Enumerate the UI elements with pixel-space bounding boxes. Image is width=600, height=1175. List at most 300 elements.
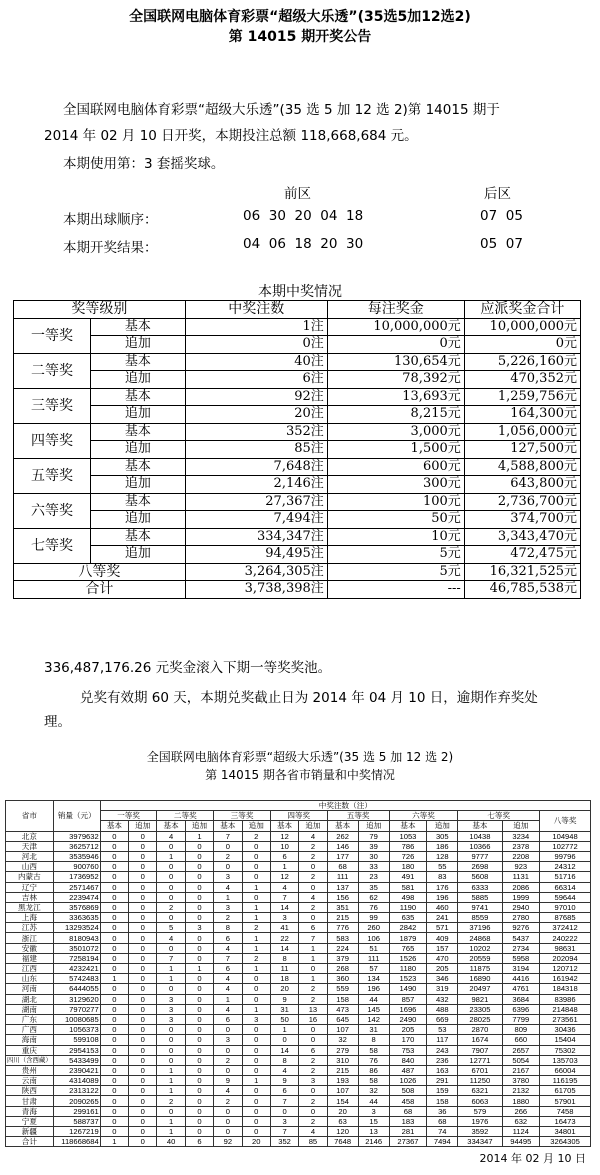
province-win-count: 0 (100, 994, 128, 1004)
province-win-count: 809 (502, 1025, 540, 1035)
prize-subtype: 追加 (91, 511, 186, 529)
province-win-count: 0 (214, 1025, 242, 1035)
province-win-count: 0 (100, 1116, 128, 1126)
province-row (6, 1106, 591, 1116)
province-row (6, 872, 591, 882)
province-win-count: 2 (299, 872, 327, 882)
province-win-count: 6321 (458, 1086, 502, 1096)
province-win-count: 24868 (458, 933, 502, 943)
province-win-count: 1 (299, 974, 327, 984)
prize-level-label: 八等奖 (14, 563, 186, 581)
province-win-count: 923 (502, 862, 540, 872)
province-win-count: 0 (129, 1086, 157, 1096)
province-win-count: 161942 (540, 974, 591, 984)
prize-subtype: 基本 (91, 388, 186, 406)
prize-level-label: 三等奖 (14, 388, 91, 423)
province-sales: 5742483 (53, 974, 100, 984)
province-win-count: 491 (389, 872, 427, 882)
province-name: 海南 (6, 1035, 54, 1045)
prize-subtype: 追加 (91, 406, 186, 424)
province-win-count: 104948 (540, 831, 591, 841)
province-name: 北京 (6, 831, 54, 841)
province-win-count: 36 (427, 1106, 458, 1116)
province-win-count: 0 (129, 1076, 157, 1086)
province-win-count: 37196 (458, 923, 502, 933)
prize-row (14, 476, 581, 494)
province-win-count: 0 (129, 994, 157, 1004)
prize-row (14, 371, 581, 389)
province-win-count: 0 (100, 892, 128, 902)
province-win-count: 0 (242, 1116, 270, 1126)
province-win-count: 3264305 (540, 1137, 591, 1147)
province-win-count: 3 (214, 1035, 242, 1045)
province-win-count: 196 (427, 892, 458, 902)
province-win-count: 76 (358, 902, 389, 912)
prize-count: 7,648注 (185, 458, 327, 476)
prize-per-win: 300元 (327, 476, 464, 494)
draw-result-back: 05 07 (480, 236, 523, 252)
province-win-count: 51716 (540, 872, 591, 882)
province-name: 广东 (6, 1014, 54, 1024)
province-name: 江西 (6, 964, 54, 974)
province-win-count: 3194 (502, 964, 540, 974)
province-row (6, 913, 591, 923)
province-win-count: 0 (129, 872, 157, 882)
province-win-count: 579 (458, 1106, 502, 1116)
province-win-count: 291 (427, 1076, 458, 1086)
province-win-count: 0 (299, 1106, 327, 1116)
province-sales: 10080685 (53, 1014, 100, 1024)
province-row (6, 923, 591, 933)
province-win-count: 0 (157, 841, 185, 851)
province-win-count: 186 (427, 841, 458, 851)
province-win-count: 0 (100, 1106, 128, 1116)
province-win-count: 487 (389, 1065, 427, 1075)
province-win-count: 0 (185, 1086, 213, 1096)
province-win-count: 0 (242, 892, 270, 902)
province-win-count: 473 (327, 1004, 358, 1014)
province-win-count: 63 (327, 1116, 358, 1126)
header-level: 奖等级别 (14, 301, 186, 319)
province-row (6, 1014, 591, 1024)
province-win-count: 163 (427, 1065, 458, 1075)
province-win-count: 16473 (540, 1116, 591, 1126)
province-row (6, 964, 591, 974)
basic-header: 基本 (458, 821, 502, 831)
province-win-count: 2940 (502, 902, 540, 912)
province-win-count: 1490 (389, 984, 427, 994)
province-sales: 7970277 (53, 1004, 100, 1014)
province-win-count: 34801 (540, 1127, 591, 1137)
province-win-count: 0 (100, 984, 128, 994)
prize-row (14, 528, 581, 546)
province-win-count: 857 (389, 994, 427, 1004)
province-win-count: 1 (214, 994, 242, 1004)
province-win-count: 7 (270, 1096, 298, 1106)
province-win-count: 9741 (458, 902, 502, 912)
province-win-count: 7 (214, 953, 242, 963)
province-win-count: 4 (299, 892, 327, 902)
province-win-count: 0 (242, 862, 270, 872)
prize-per-win: 3,000元 (327, 423, 464, 441)
province-win-count: 0 (185, 1025, 213, 1035)
prize-table (13, 300, 581, 599)
province-win-count: 1131 (502, 872, 540, 882)
province-win-count: 66004 (540, 1065, 591, 1075)
prize-total: 374,700元 (464, 511, 580, 529)
province-win-count: 7907 (458, 1045, 502, 1055)
province-win-count: 2734 (502, 943, 540, 953)
province-win-count: 116195 (540, 1076, 591, 1086)
prize-per-win: 0元 (327, 336, 464, 354)
province-name: 黑龙江 (6, 902, 54, 912)
province-win-count: 0 (129, 953, 157, 963)
province-win-count: 0 (299, 882, 327, 892)
prize-per-win: 50元 (327, 511, 464, 529)
prize-count: 20注 (185, 406, 327, 424)
province-win-count: 1 (299, 943, 327, 953)
province-win-count: 1026 (389, 1076, 427, 1086)
province-win-count: 1 (270, 1025, 298, 1035)
prize-count: 3,264,305注 (185, 563, 327, 581)
province-win-count: 2 (299, 841, 327, 851)
rollover-note: 336,487,176.26 元奖金滚入下期一等奖奖池。 (44, 660, 332, 676)
extra-header: 追加 (502, 821, 540, 831)
province-win-count: 111 (358, 953, 389, 963)
province-win-count: 97010 (540, 902, 591, 912)
province-name: 陕西 (6, 1086, 54, 1096)
extra-header: 追加 (358, 821, 389, 831)
prize-count: 2,146注 (185, 476, 327, 494)
province-win-count: 1 (242, 882, 270, 892)
province-win-count: 4 (214, 1086, 242, 1096)
province-sales: 2239474 (53, 892, 100, 902)
province-win-count: 6 (214, 1014, 242, 1024)
province-win-count: 1 (214, 892, 242, 902)
basic-header: 基本 (327, 821, 358, 831)
province-win-count: 135703 (540, 1055, 591, 1065)
province-win-count: 1976 (458, 1116, 502, 1126)
province-win-count: 2 (299, 994, 327, 1004)
prize-row (14, 318, 581, 336)
province-win-count: 9 (270, 994, 298, 1004)
prize-per-win: 5元 (327, 546, 464, 564)
province-win-count: 202094 (540, 953, 591, 963)
province-row (6, 974, 591, 984)
province-win-count: 0 (185, 1096, 213, 1106)
province-win-count: 632 (502, 1116, 540, 1126)
prize-total: 164,300元 (464, 406, 580, 424)
province-win-count: 0 (129, 831, 157, 841)
province-win-count: 0 (214, 1045, 242, 1055)
province-row (6, 1096, 591, 1106)
province-name: 安徽 (6, 943, 54, 953)
province-win-count: 31 (270, 1004, 298, 1014)
province-win-count: 57 (358, 964, 389, 974)
province-win-count: 41 (270, 923, 298, 933)
level-header: 一等奖 (100, 811, 157, 821)
province-win-count: 9 (270, 1076, 298, 1086)
province-win-count: 159 (427, 1086, 458, 1096)
prize-total: 470,352元 (464, 371, 580, 389)
province-win-count: 18 (270, 974, 298, 984)
province-win-count: 0 (185, 1035, 213, 1045)
province-win-count: 5054 (502, 1055, 540, 1065)
province-win-count: 279 (327, 1045, 358, 1055)
province-win-count: 10366 (458, 841, 502, 851)
province-sales: 2090265 (53, 1096, 100, 1106)
province-win-count: 1180 (389, 964, 427, 974)
province-win-count: 32 (327, 1035, 358, 1045)
province-win-count: 0 (129, 974, 157, 984)
validity-note-line-2: 理。 (44, 714, 71, 730)
province-name: 浙江 (6, 933, 54, 943)
prize-count: 92注 (185, 388, 327, 406)
province-win-count: 215 (327, 913, 358, 923)
prize-row (14, 458, 581, 476)
province-win-count: 2 (299, 851, 327, 861)
province-win-count: 183 (389, 1116, 427, 1126)
intro-line-3: 本期使用第：3 套摇奖球。 (63, 156, 225, 172)
province-win-count: 15404 (540, 1035, 591, 1045)
province-win-count: 240222 (540, 933, 591, 943)
province-win-count: 2086 (502, 882, 540, 892)
province-win-count: 1523 (389, 974, 427, 984)
province-win-count: 0 (100, 923, 128, 933)
province-win-count: 0 (129, 923, 157, 933)
province-sales: 6444055 (53, 984, 100, 994)
province-win-count: 87685 (540, 913, 591, 923)
prize-per-win: 100元 (327, 493, 464, 511)
level-header: 八等奖 (540, 811, 591, 831)
province-win-count: 39 (358, 841, 389, 851)
province-win-count: 3 (214, 872, 242, 882)
province-win-count: 0 (100, 1035, 128, 1045)
province-win-count: 68 (427, 1116, 458, 1126)
province-row (6, 943, 591, 953)
province-row (6, 1076, 591, 1086)
prize-level-label: 二等奖 (14, 353, 91, 388)
province-row (6, 1116, 591, 1126)
province-win-count: 488 (427, 1004, 458, 1014)
province-win-count: 1 (242, 902, 270, 912)
level-header: 七等奖 (458, 811, 540, 821)
province-table (5, 800, 591, 1147)
province-win-count: 62 (358, 892, 389, 902)
province-win-count: 352 (270, 1137, 298, 1147)
prize-per-win: 1,500元 (327, 441, 464, 459)
prize-count: 85注 (185, 441, 327, 459)
draw-result-label: 本期开奖结果： (63, 240, 158, 256)
province-win-count: 106 (358, 933, 389, 943)
province-win-count: 16890 (458, 974, 502, 984)
province-name: 江苏 (6, 923, 54, 933)
province-win-count: 5885 (458, 892, 502, 902)
province-win-count: 0 (157, 1106, 185, 1116)
province-name: 青海 (6, 1106, 54, 1116)
province-win-count: 76 (358, 1055, 389, 1065)
province-win-count: 8 (270, 1055, 298, 1065)
province-win-count: 214848 (540, 1004, 591, 1014)
prize-row (14, 511, 581, 529)
province-win-count: 0 (129, 862, 157, 872)
province-win-count: 74 (427, 1127, 458, 1137)
province-win-count: 1526 (389, 953, 427, 963)
prize-per-win: --- (327, 581, 464, 599)
province-win-count: 432 (427, 994, 458, 1004)
province-win-count: 6 (214, 933, 242, 943)
province-win-count: 0 (299, 913, 327, 923)
province-name: 湖南 (6, 1004, 54, 1014)
province-win-count: 0 (185, 902, 213, 912)
prize-row (14, 423, 581, 441)
province-win-count: 2 (157, 1096, 185, 1106)
province-win-count: 0 (185, 1004, 213, 1014)
province-win-count: 4 (299, 1127, 327, 1137)
province-sales: 588737 (53, 1116, 100, 1126)
province-name: 山西 (6, 862, 54, 872)
province-win-count: 0 (157, 862, 185, 872)
province-win-count: 2842 (389, 923, 427, 933)
province-win-count: 0 (100, 1076, 128, 1086)
province-win-count: 3 (214, 902, 242, 912)
province-win-count: 11250 (458, 1076, 502, 1086)
province-win-count: 1 (157, 1127, 185, 1137)
province-win-count: 27367 (389, 1137, 427, 1147)
province-win-count: 0 (185, 953, 213, 963)
province-subtitle: 第 14015 期各省市销量和中奖情况 (205, 768, 395, 782)
province-win-count: 0 (242, 1096, 270, 1106)
prize-total: 4,588,800元 (464, 458, 580, 476)
province-win-count: 660 (502, 1035, 540, 1045)
province-win-count: 6 (214, 964, 242, 974)
province-win-count: 75302 (540, 1045, 591, 1055)
province-row (6, 1137, 591, 1147)
province-win-count: 0 (242, 1106, 270, 1116)
province-win-count: 1 (157, 1116, 185, 1126)
publish-date: 2014 年 02 月 10 日 (479, 1152, 586, 1165)
province-win-count: 6396 (502, 1004, 540, 1014)
province-win-count: 0 (129, 943, 157, 953)
province-win-count: 180 (389, 862, 427, 872)
extra-header: 追加 (299, 821, 327, 831)
level-header: 六等奖 (389, 811, 458, 821)
province-win-count: 111 (327, 872, 358, 882)
province-win-count: 50 (270, 1014, 298, 1024)
province-win-count: 268 (327, 964, 358, 974)
province-win-count: 30436 (540, 1025, 591, 1035)
province-title: 全国联网电脑体育彩票“超级大乐透”(35 选 5 加 12 选 2) (146, 750, 454, 764)
province-win-count: 2657 (502, 1045, 540, 1055)
basic-header: 基本 (214, 821, 242, 831)
province-win-count: 3684 (502, 994, 540, 1004)
province-win-count: 0 (185, 882, 213, 892)
province-win-count: 0 (299, 964, 327, 974)
prize-subtype: 追加 (91, 371, 186, 389)
basic-header: 基本 (100, 821, 128, 831)
province-win-count: 6 (299, 923, 327, 933)
province-win-count: 156 (327, 892, 358, 902)
prize-total: 643,800元 (464, 476, 580, 494)
province-win-count: 319 (427, 984, 458, 994)
province-win-count: 786 (389, 841, 427, 851)
province-win-count: 120 (327, 1127, 358, 1137)
province-sales: 1056373 (53, 1025, 100, 1035)
prize-level-label: 合计 (14, 581, 186, 599)
province-win-count: 4 (214, 974, 242, 984)
province-win-count: 0 (100, 831, 128, 841)
province-win-count: 0 (299, 1035, 327, 1045)
province-win-count: 0 (129, 984, 157, 994)
province-win-count: 158 (327, 994, 358, 1004)
province-win-count: 94495 (502, 1137, 540, 1147)
province-win-count: 66314 (540, 882, 591, 892)
province-win-count: 10438 (458, 831, 502, 841)
level-header: 四等奖 (270, 811, 327, 821)
province-win-count: 35 (358, 882, 389, 892)
intro-line-2: 2014 年 02 月 10 日开奖，本期投注总额 118,668,684 元。 (44, 128, 418, 144)
province-win-count: 266 (502, 1106, 540, 1116)
province-win-count: 1 (157, 851, 185, 861)
province-win-count: 1880 (502, 1096, 540, 1106)
province-header-row-1 (6, 801, 591, 811)
province-win-count: 0 (129, 1025, 157, 1035)
province-name: 湖北 (6, 994, 54, 1004)
province-win-count: 154 (327, 1096, 358, 1106)
province-win-count: 0 (129, 913, 157, 923)
province-win-count: 0 (242, 1086, 270, 1096)
province-win-count: 13 (358, 1127, 389, 1137)
prize-subtype: 基本 (91, 528, 186, 546)
prize-table-header-row (14, 301, 581, 319)
province-win-count: 7 (270, 892, 298, 902)
province-win-count: 260 (358, 923, 389, 933)
prize-total: 1,056,000元 (464, 423, 580, 441)
province-win-count: 3 (299, 1076, 327, 1086)
province-win-count: 12 (270, 872, 298, 882)
prize-total: 10,000,000元 (464, 318, 580, 336)
province-win-count: 0 (129, 964, 157, 974)
province-win-count: 23 (358, 872, 389, 882)
province-win-count: 145 (358, 1004, 389, 1014)
province-win-count: 2 (242, 831, 270, 841)
prize-per-win: 13,693元 (327, 388, 464, 406)
province-win-count: 1879 (389, 933, 427, 943)
prize-total: 1,259,756元 (464, 388, 580, 406)
province-row (6, 831, 591, 841)
province-win-count: 2 (299, 984, 327, 994)
province-sales: 7258194 (53, 953, 100, 963)
level-header: 三等奖 (214, 811, 271, 821)
province-win-count: 137 (327, 882, 358, 892)
prize-total: 46,785,538元 (464, 581, 580, 599)
province-row (6, 933, 591, 943)
prize-count: 27,367注 (185, 493, 327, 511)
province-win-count: 59644 (540, 892, 591, 902)
province-win-count: 99 (358, 913, 389, 923)
province-win-count: 16 (299, 1014, 327, 1024)
province-win-count: 176 (427, 882, 458, 892)
province-win-count: 184318 (540, 984, 591, 994)
basic-header: 基本 (157, 821, 185, 831)
province-sales: 3363635 (53, 913, 100, 923)
header-count: 中奖注数 (185, 301, 327, 319)
province-win-count: 7494 (427, 1137, 458, 1147)
prize-count: 352注 (185, 423, 327, 441)
province-name: 山东 (6, 974, 54, 984)
province-win-count: 360 (327, 974, 358, 984)
province-win-count: 0 (100, 933, 128, 943)
